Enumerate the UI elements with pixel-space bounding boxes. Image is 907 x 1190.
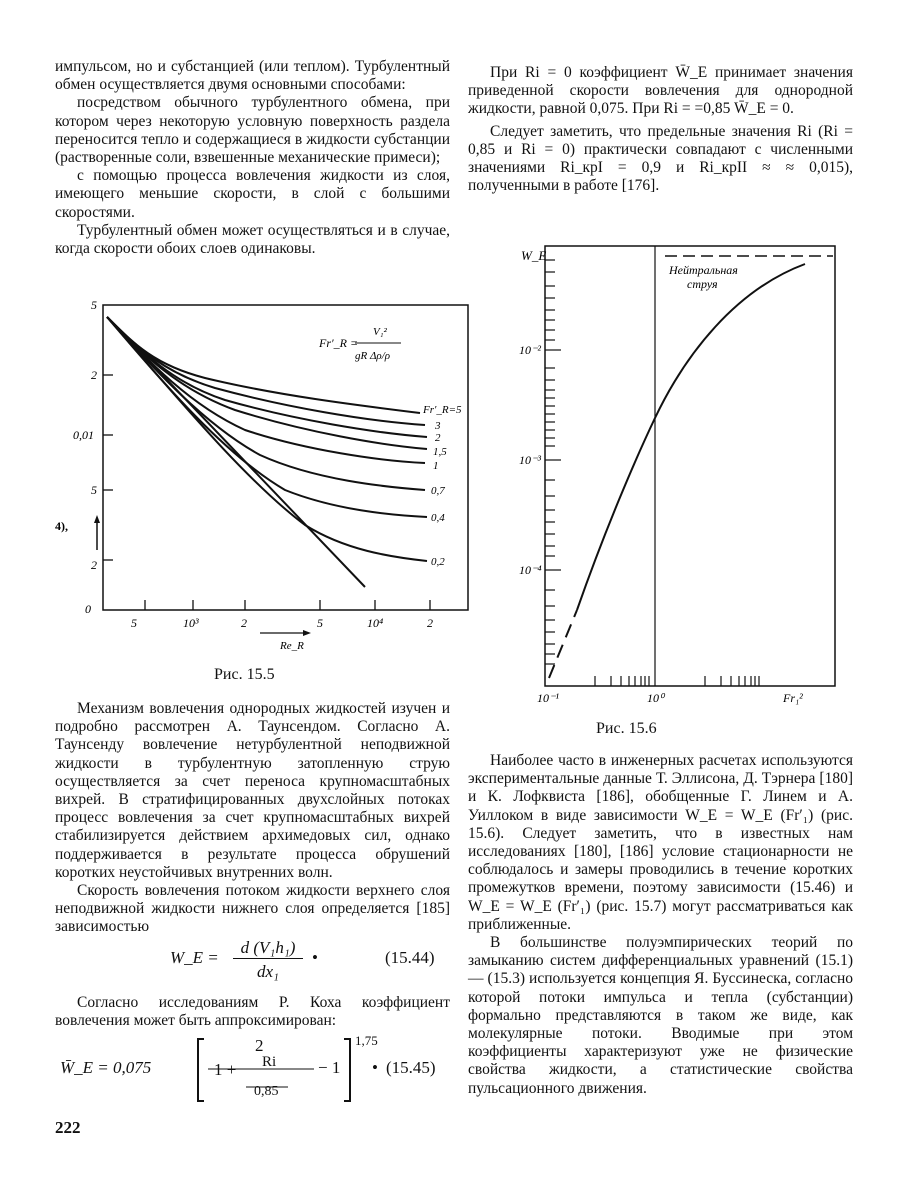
y-tick-label: 5: [91, 298, 97, 312]
left-column-top: [55, 58, 450, 258]
paragraph: При Ri = 0 коэффициент W̄_E принимает значения приведенной скорости вовлечения для однородной жидкости, равной 0,075. При Ri = =0,85 W̄_E = 0.: [468, 64, 853, 118]
y-tick-label: 10⁻⁴: [519, 563, 542, 577]
curve-label: 0,7: [431, 485, 445, 497]
y-tick-label: 2: [91, 558, 97, 572]
x-tick-label: Fr₁²: [783, 691, 803, 705]
paragraph: Наиболее часто в инженерных расчетах используются экспериментальные данные Т. Эллисона, Д. Тэрнера [180] и К. Лофквиста [186], обобщенные Г. Линем и А. Уиллоком в виде зависимости W_E = W_E (Fr′₁) (рис. 15.6). Следует заметить, что в известных нам исследованиях [180], [186] условие стационарности не соблюдалось и замеры проводились в течение коротких промежутков времени, поэтому зависимости (15.46) и W_E = W_E (Fr′₁) (рис. 15.7) могут рассматриваться как приближенные.: [468, 752, 853, 933]
x-tick-label: 5: [131, 616, 137, 630]
plot-frame: [545, 246, 835, 686]
figure-caption: Рис. 15.5: [214, 666, 275, 683]
x-tick-label: 10⁰: [647, 691, 664, 705]
y-tick-labels: [73, 298, 97, 616]
curve-asymptote: [107, 317, 365, 587]
y-axis-label: W_E: [521, 248, 547, 263]
curve-label: Fr′_R=5: [423, 404, 462, 416]
paragraph: с помощью процесса вовлечения жидкости из слоя, имеющего меньшие скорости, в слой с большими скоростями.: [55, 167, 450, 221]
eq-15-44-num: d (V₁h₁): [233, 938, 303, 959]
formula-den: gR Δρ/ρ: [355, 350, 391, 362]
x-tick-label: 10⁻¹: [537, 691, 559, 705]
figure-15-6: [515, 240, 855, 710]
figure-15-5: [55, 295, 475, 655]
eq-15-44-number: (15.44): [385, 948, 435, 967]
left-column-bottom: [55, 700, 450, 937]
formula-lhs: Fr′_R =: [319, 336, 359, 350]
eq-one-plus: 1 +: [214, 1060, 237, 1079]
y-tick-label: 0,01: [73, 428, 94, 442]
curve-label: 0,4: [431, 512, 445, 524]
eq-15-45-number: (15.45): [386, 1058, 436, 1077]
eq-15-44-den: dx₁: [257, 962, 279, 981]
paragraph: Скорость вовлечения потоком жидкости верхнего слоя неподвижной жидкости нижнего слоя определяется [185] зависимостью: [55, 882, 450, 936]
eq-15-45-lhs: W̄_E = 0,075: [60, 1058, 152, 1077]
x-tick-label: 5: [317, 616, 323, 630]
legend-line2: струя: [687, 277, 718, 291]
eq-085: 0,85: [254, 1084, 279, 1099]
x-tick-label: 10³: [183, 616, 199, 630]
y-tick-label: 2: [91, 368, 97, 382]
eq-dot: •: [372, 1058, 378, 1077]
eq-minus-one: − 1: [318, 1058, 341, 1077]
y-tick-label: 0: [85, 602, 91, 616]
paragraph: В большинстве полуэмпирических теорий по замыканию систем дифференциальных уравнений (15.1) — (15.3) используется концепция Я. Буссинеска, согласно которой потоки импульса и тепла (субстанции) формально представляются в таком же виде, как молекулярные потоки. Вводимые при этом коэффициенты характеризуют уже не физические свойства жидкости, а статистические свойства пульсационного движения.: [468, 934, 853, 1097]
paragraph: Согласно исследованиям Р. Коха коэффициент вовлечения может быть аппроксимирован:: [55, 994, 450, 1030]
y-ticks: [545, 260, 561, 664]
curve-label: 1: [433, 460, 439, 472]
paragraph: посредством обычного турбулентного обмена, при котором через некоторую условную поверхность раздела переносится тепло и содержащиеся в жидкости субстанции (растворенные соли, взвешенные механические примеси);: [55, 94, 450, 167]
legend-line1: Нейтральная: [669, 263, 738, 277]
right-column-top: [468, 64, 853, 195]
y-tick-labels: [519, 343, 542, 577]
y-axis-label: 4),: [55, 519, 68, 533]
eq-exponent: 1,75: [355, 1033, 378, 1048]
x-tick-labels: [131, 616, 433, 630]
curve-label: 1,5: [433, 446, 447, 458]
page-number: 222: [55, 1118, 81, 1137]
x-tick-label: 10⁴: [367, 616, 384, 630]
y-tick-label: 10⁻³: [519, 453, 541, 467]
x-tick-label: 2: [427, 616, 433, 630]
curve-we: [577, 264, 805, 610]
eq-15-44-lhs: W_E =: [170, 948, 219, 967]
paragraph: Механизм вовлечения однородных жидкостей изучен и подробно рассмотрен А. Таунсендом. Согласно А. Таунсенду вовлечение нетурбулентной неподвижной жидкости в турбулентную затопленную струю осуществляется за счет переноса крупномасштабных вихрей. В стратифицированных двухслойных потоках процесс вовлечения за счет крупномасштабных вихрей стабилизируется действием архимедовых сил, однако поддерживается в результате процесса обрушений коротких неустойчивых внутренних волн.: [55, 700, 450, 881]
x-tick-labels: [537, 691, 803, 705]
curve-labels: [422, 404, 462, 568]
x-ticks: [595, 676, 759, 686]
curve-label: 0,2: [431, 556, 445, 568]
y-tick-label: 10⁻²: [519, 343, 541, 357]
paragraph: Турбулентный обмен может осуществляться и в случае, когда скорости обоих слоев одинаковы.: [55, 221, 450, 258]
plot-frame: [103, 305, 468, 610]
eq-two: 2: [255, 1036, 264, 1055]
y-tick-label: 5: [91, 483, 97, 497]
formula-num: V₁²: [373, 326, 387, 338]
x-tick-label: 2: [241, 616, 247, 630]
paragraph: импульсом, но и субстанцией (или теплом). Турбулентный обмен осуществляется двумя основными способами:: [55, 58, 450, 94]
figure-caption: Рис. 15.6: [596, 720, 657, 737]
curve-label: 3: [435, 420, 441, 432]
curve-fr-0-4: [107, 317, 427, 517]
right-column-bottom: [468, 752, 853, 1098]
eq-ri: Ri: [262, 1054, 277, 1070]
eq-dot: •: [312, 948, 318, 967]
curve-label: 2: [435, 432, 441, 444]
left-column-p7: [55, 994, 450, 1030]
paragraph: Следует заметить, что предельные значения Ri (Ri = 0,85 и Ri = 0) практически совпадают с численными значениями Ri_крI = 0,9 и Ri_крII ≈ ≈ 0,015), полученными в работе [176].: [468, 122, 853, 195]
x-axis-label: Re_R: [280, 640, 304, 652]
